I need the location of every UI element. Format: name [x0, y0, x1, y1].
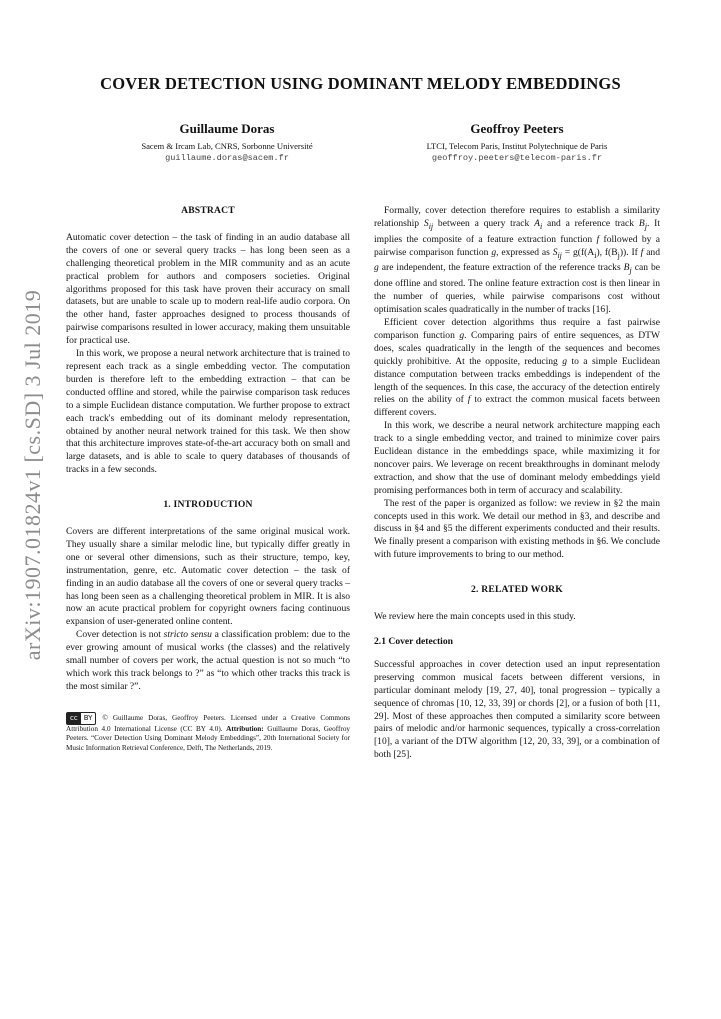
- author-affiliation: Sacem & Ircam Lab, CNRS, Sorbonne Université: [141, 141, 313, 151]
- abstract-paragraph: In this work, we propose a neural network architecture that is trained to represent each track as a single embedding vector. The computation burden is therefore left to the embedding extraction – that can be conducted offline and stored, while the pairwise comparison task reduces to a simple Euclidean distance computation. We further propose to extract each track's embedding out of its dominant melody representation, obtained by another neural network trained for this task. We then show that this architecture improves state-of-the-art accuracy both on small and large datasets, and is able to scale to query databases of thousands of tracks in a few seconds.: [66, 348, 350, 476]
- intro-paragraph: Cover detection is not stricto sensu a classification problem: due to the ever growing amount of musical works (the classes) and the relatively small number of covers per work, the actual question is not so much “to which work this track belongs to ?” as “to which other tracks this track is the most similar ?”.: [66, 629, 350, 692]
- related-work-heading: 2. RELATED WORK: [471, 584, 563, 596]
- author-2: [374, 121, 660, 163]
- introduction-heading: 1. INTRODUCTION: [163, 499, 253, 511]
- intro-paragraph: Covers are different interpretations of the same original musical work. They usually share a similar melodic line, but typically differ greatly in one or several other dimensions, such as their structure, tempo, key, instrumentation, genre, etc. Automatic cover detection – the task of finding in an audio database all the covers of one or several query tracks – has long been seen as a challenging theoretical problem in MIR. It is also now an acute practical problem for copyright owners facing continuous expansion of user-generated online content.: [66, 526, 350, 628]
- author-affiliation: LTCI, Telecom Paris, Institut Polytechnique de Paris: [426, 141, 608, 151]
- body-paragraph: The rest of the paper is organized as follow: we review in §2 the main concepts used in this work. We detail our method in §3, and describe and discuss in §4 and §5 the different experiments conducted and their results. We finally present a comparison with existing methods in §6. We conclude with future improvements to bring to our method.: [374, 497, 660, 561]
- author-email: guillaume.doras@sacem.fr: [165, 153, 289, 163]
- abstract-heading: ABSTRACT: [181, 205, 235, 216]
- author-name: Guillaume Doras: [179, 121, 275, 136]
- author-1: [97, 121, 357, 163]
- paper-title: COVER DETECTION USING DOMINANT MELODY EMBEDDINGS: [100, 74, 621, 93]
- author-name: Geoffroy Peeters: [470, 121, 564, 136]
- arxiv-sidebar: [18, 289, 48, 661]
- cover-detection-paragraph: Successful approaches in cover detection used an input representation preserving common musical facets between different versions, in particular dominant melody [19, 27, 40], tonal progression – typically a sequence of chromas [10, 12, 33, 39] or chords [2], or a fusion of both [11, 29]. Most of these approaches then computed a similarity score between pairs of melodic and/or harmonic sequences, typically a cross-correlation [10], a variant of the DTW algorithm [12, 20, 33, 39], or a combination of both [25].: [374, 658, 660, 761]
- abstract-paragraph: Automatic cover detection – the task of finding in an audio database all the covers of one or several query tracks – has long been seen as a challenging theoretical problem in the MIR community and as an acute practical problem for authors and composers societies. Original algorithms proposed for this task have proven their accuracy on small datasets, but are unable to scale up to modern real-life audio corpora. On the other hand, faster approaches designed to process thousands of pairwise comparisons resulted in lower accuracy, making them unsuitable for practical use.: [66, 231, 350, 347]
- right-column: [374, 205, 660, 762]
- cc-license-icon: cc BY: [66, 712, 96, 725]
- left-column: [66, 205, 350, 753]
- related-work-intro: We review here the main concepts used in this study.: [374, 611, 576, 623]
- body-paragraph: In this work, we describe a neural network architecture mapping each track to a single embedding vector, and trained to minimize cover pairs Euclidean distance in the embeddings space, while maximizing it for noncover pairs. We leverage on recent breakthroughs in dominant melody extraction, and show that the use of dominant melody embeddings yield promising performances both in term of accuracy and scalability.: [374, 420, 660, 496]
- arxiv-identifier: arXiv:1907.01824v1 [cs.SD] 3 Jul 2019: [20, 289, 45, 661]
- body-paragraph: Formally, cover detection therefore requires to establish a similarity relationship $S_{ij}$ between a query track $A_i$ and a reference track $B_j$. It implies the composite of a feature extraction function f followed by a pairwise comparison function g, expressed as $S_{ij} = g(f(A_i)$, $f(B_j)$). If f and g are independent, the feature extraction of the reference tracks $B_j$ can be done offline and stored. The online feature extraction cost is then linear in the number of queries, while pairwise comparisons cost without optimisation scales quadratically in the number of tracks [16].: [374, 205, 660, 316]
- author-email: geoffroy.peeters@telecom-paris.fr: [431, 153, 603, 163]
- body-paragraph: Efficient cover detection algorithms thus require a fast pairwise comparison function g. Comparing pairs of entire sequences, as DTW does, scales quadratically in the length of the sequences and becomes quickly prohibitive. At the opposite, reducing g to a simple Euclidean distance computation between tracks embeddings is independent of the length of the sequences. In this case, the accuracy of the detection entirely relies on the ability of f to extract the common musical facets between different covers.: [374, 316, 660, 419]
- license-footnote: cc BY © Guillaume Doras, Geoffroy Peeters. Licensed under a Creative Commons Attribution 4.0 International License (CC BY 4.0). Attribution: Guillaume Doras, Geoffroy Peeters. “Cover Detection Using Dominant Melody Embeddings”, 20th International Society for Music Information Retrieval Conference, Delft, The Netherlands, 2019.: [66, 713, 351, 752]
- cover-detection-subheading: 2.1 Cover detection: [374, 636, 453, 647]
